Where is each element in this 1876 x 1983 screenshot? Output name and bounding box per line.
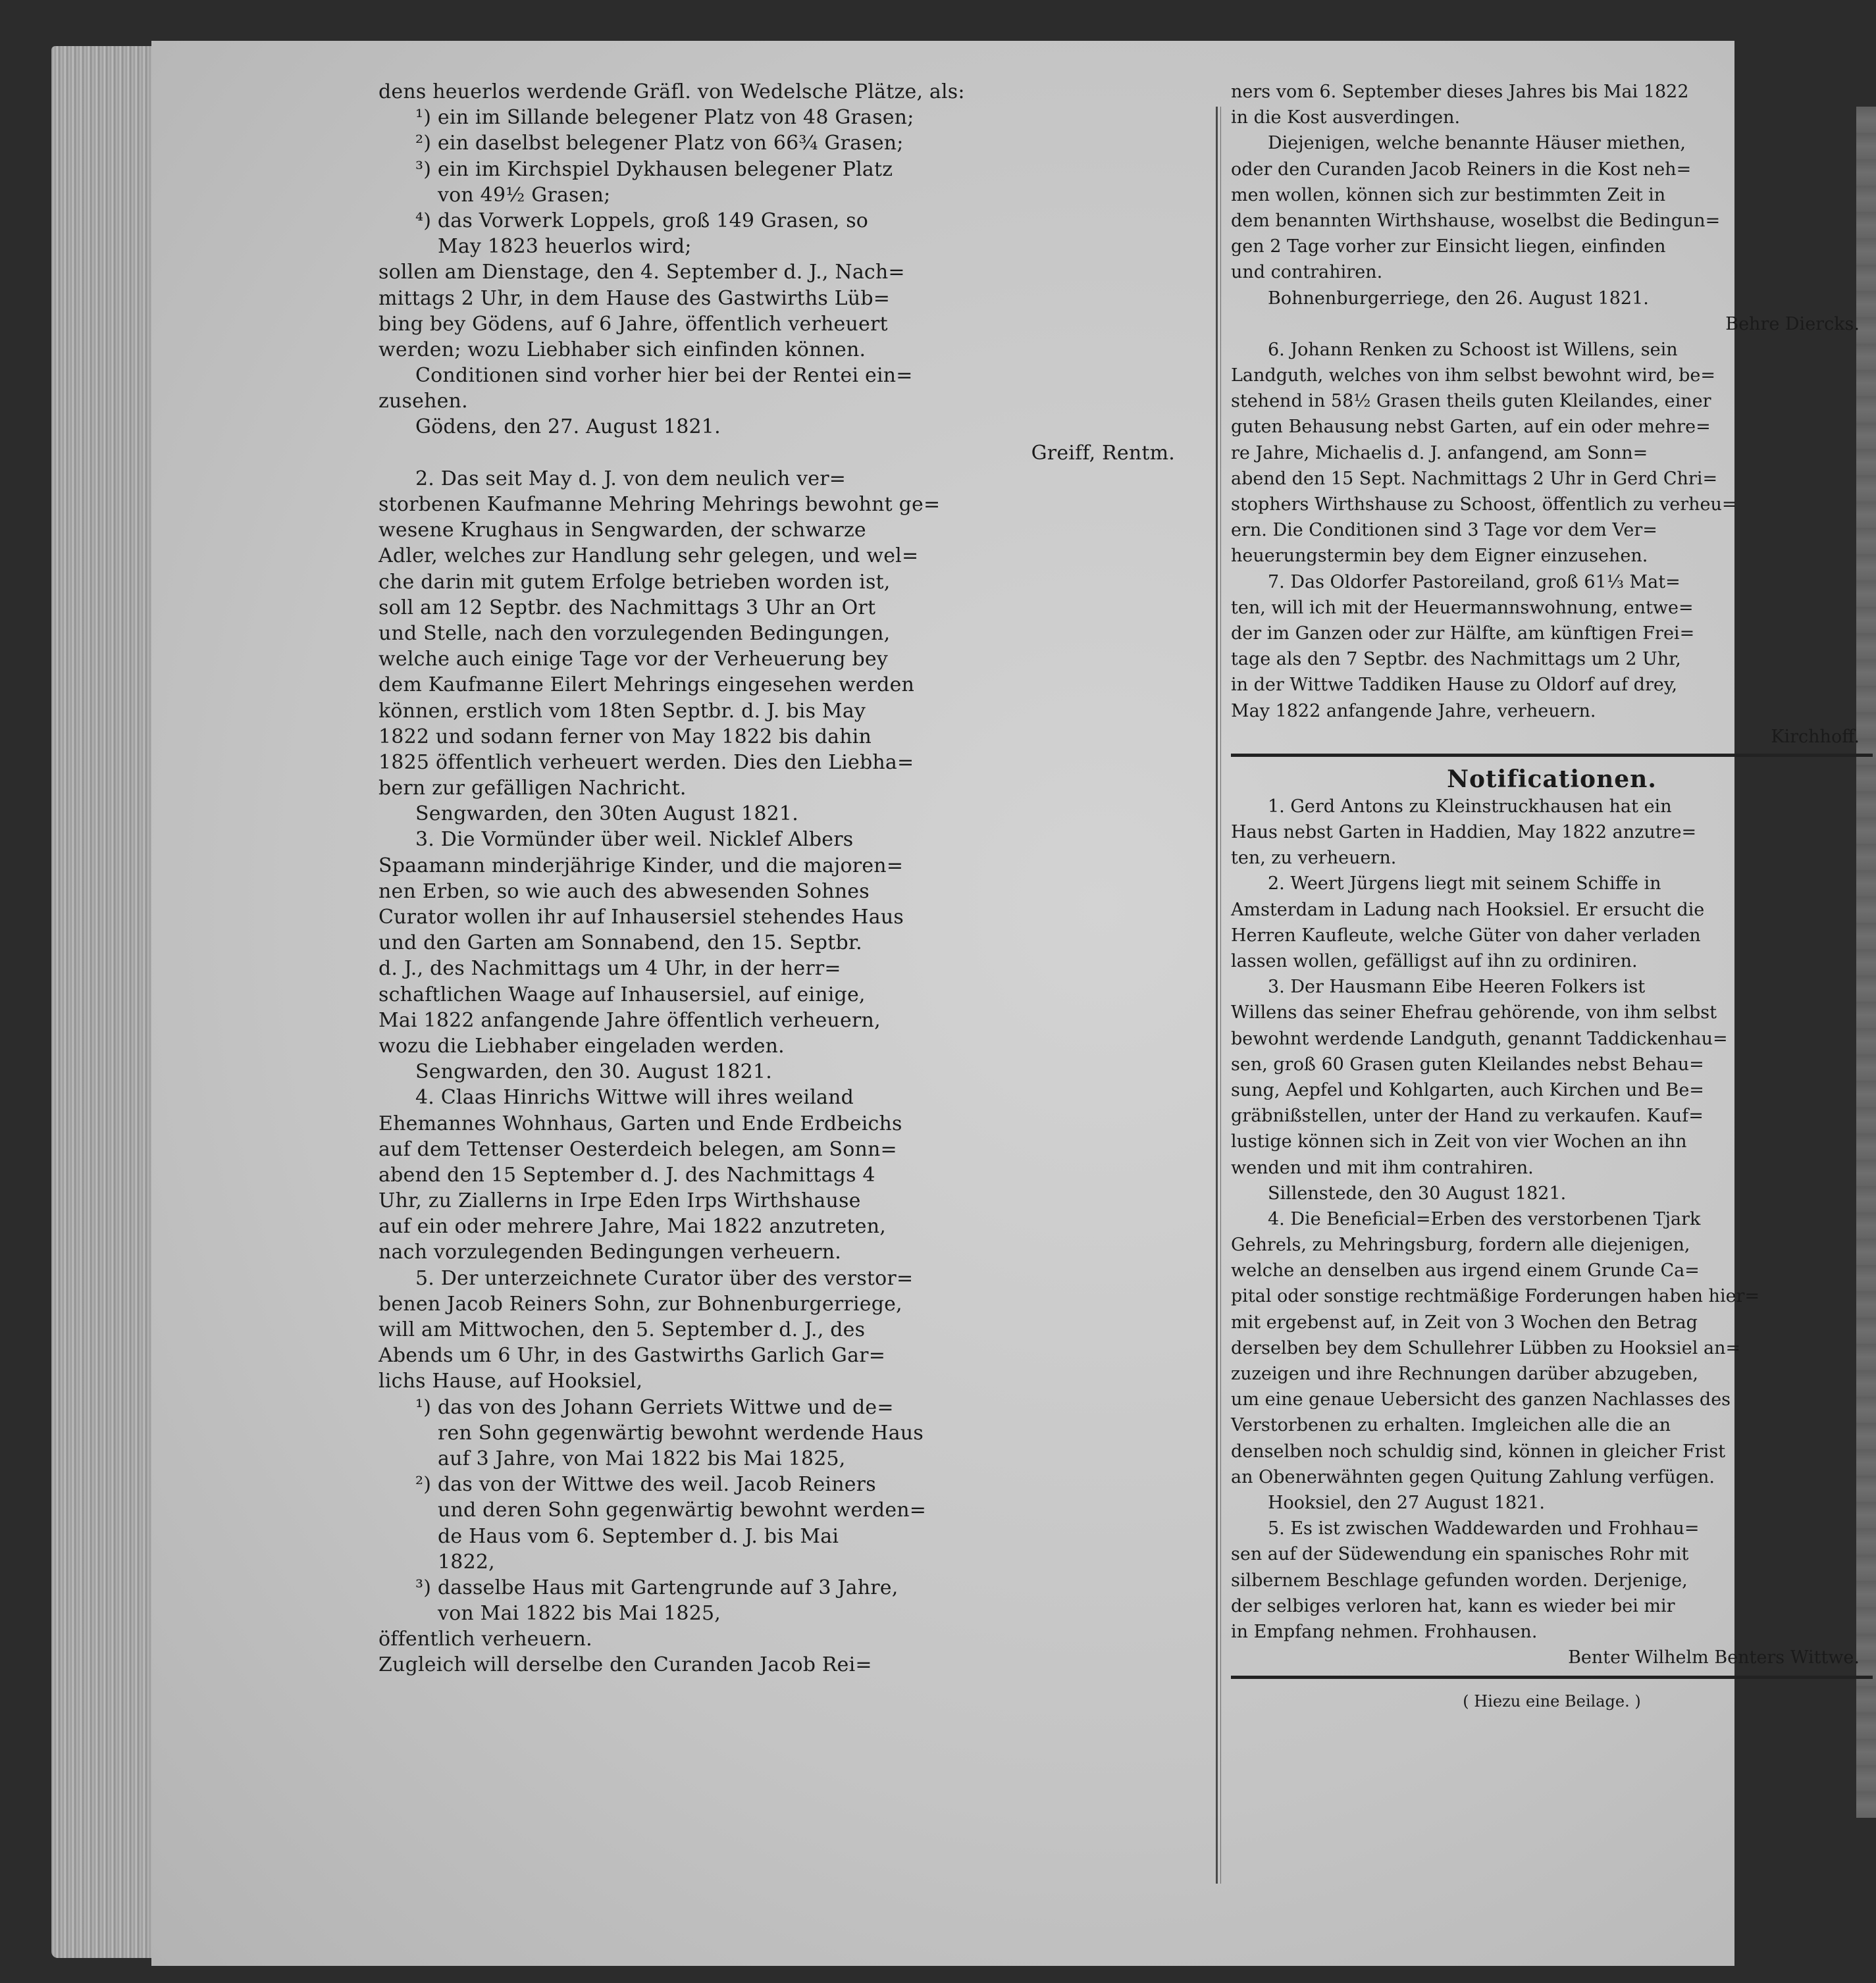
- text-line: lustige können sich in Zeit von vier Wochen an ihn: [1231, 1131, 1687, 1152]
- right-column-announcements: [1231, 79, 1873, 750]
- text-line: heuerungstermin bey dem Eigner einzusehen.: [1231, 546, 1648, 567]
- text-line: Ehemannes Wohnhaus, Garten und Ende Erdbeichs: [378, 1112, 902, 1135]
- text-line: an Obenerwähnten gegen Quitung Zahlung verfügen.: [1231, 1466, 1715, 1487]
- text-line: bewohnt werdende Landguth, genannt Taddickenhau=: [1231, 1028, 1728, 1049]
- text-line: 1. Gerd Antons zu Kleinstruckhausen hat ein: [1268, 796, 1672, 817]
- text-line: können, erstlich vom 18ten Septbr. d. J. bis May: [378, 699, 866, 723]
- text-line: welche auch einige Tage vor der Verheuerung bey: [378, 648, 889, 671]
- text-line: ⁴) das Vorwerk Loppels, groß 149 Grasen, so: [415, 209, 869, 232]
- text-line: nach vorzulegenden Bedingungen verheuern.: [378, 1241, 841, 1264]
- text-line: wesene Krughaus in Sengwarden, der schwarze: [378, 519, 866, 542]
- text-line: ¹) ein im Sillande belegener Platz von 48 Grasen;: [415, 106, 914, 130]
- text-line: auf dem Tettenser Oesterdeich belegen, am Sonn=: [378, 1137, 897, 1161]
- column-divider-thin: [1220, 107, 1221, 1884]
- text-line: sen auf der Südewendung ein spanisches Rohr mit: [1231, 1544, 1689, 1565]
- text-line: in Empfang nehmen. Frohhausen.: [1231, 1621, 1538, 1642]
- text-line: nen Erben, so wie auch des abwesenden Sohnes: [378, 879, 870, 903]
- text-line: guten Behausung nebst Garten, auf ein oder mehre=: [1231, 417, 1711, 438]
- text-line: silbernem Beschlage gefunden worden. Derjenige,: [1231, 1570, 1688, 1591]
- closing-rule: [1231, 1676, 1873, 1683]
- text-line: ¹) das von des Johann Gerriets Wittwe und de=: [415, 1395, 894, 1419]
- text-line: schaftlichen Waage auf Inhausersiel, auf einige,: [378, 983, 866, 1006]
- text-line: ners vom 6. September dieses Jahres bis Mai 1822: [1231, 82, 1689, 102]
- text-line: ten, will ich mit der Heuermannswohnung, entwe=: [1231, 597, 1694, 618]
- text-line: soll am 12 Septbr. des Nachmittags 3 Uhr an Ort: [378, 596, 876, 619]
- text-line: öffentlich verheuern.: [378, 1628, 592, 1651]
- text-line: mit ergebenst auf, in Zeit von 3 Wochen den Betrag: [1231, 1312, 1698, 1333]
- text-line: che darin mit gutem Erfolge betrieben worden ist,: [378, 570, 891, 594]
- text-line: und deren Sohn gegenwärtig bewohnt werden=: [438, 1499, 927, 1522]
- text-line: men wollen, können sich zur bestimmten Zeit in: [1231, 184, 1666, 205]
- text-line: Hooksiel, den 27 August 1821.: [1268, 1492, 1546, 1513]
- text-line: oder den Curanden Jacob Reiners in die Kost neh=: [1231, 159, 1692, 180]
- right-column: [1231, 79, 1873, 1714]
- text-line: 3. Der Hausmann Eibe Heeren Folkers ist: [1268, 977, 1646, 998]
- text-line: und contrahiren.: [1231, 262, 1383, 283]
- text-line: gen 2 Tage vorher zur Einsicht liegen, einfinden: [1231, 236, 1666, 257]
- text-line: Uhr, zu Ziallerns in Irpe Eden Irps Wirthshause: [378, 1189, 861, 1213]
- text-line: und Stelle, nach den vorzulegenden Bedingungen,: [378, 621, 891, 645]
- text-line: ern. Die Conditionen sind 3 Tage vor dem Ver=: [1231, 520, 1657, 541]
- text-line: will am Mittwochen, den 5. September d. J., des: [378, 1318, 866, 1341]
- text-line: Benter Wilhelm Benters Wittwe.: [1568, 1647, 1860, 1668]
- text-line: 5. Es ist zwischen Waddewarden und Frohhau=: [1268, 1518, 1700, 1539]
- text-line: 6. Johann Renken zu Schoost ist Willens, sein: [1268, 339, 1678, 360]
- text-line: von 49½ Grasen;: [438, 183, 611, 207]
- supplement-note: ( Hiezu eine Beilage. ): [1463, 1692, 1641, 1711]
- text-line: ³) ein im Kirchspiel Dykhausen belegener Platz: [415, 157, 893, 181]
- text-line: sung, Aepfel und Kohlgarten, auch Kirchen und Be=: [1231, 1079, 1704, 1100]
- text-line: tage als den 7 Septbr. des Nachmittags um 2 Uhr,: [1231, 649, 1681, 670]
- column-divider: [1216, 107, 1218, 1884]
- text-line: lassen wollen, gefälligst auf ihn zu ordiniren.: [1231, 951, 1638, 971]
- text-line: 1822 und sodann ferner von May 1822 bis dahin: [378, 725, 872, 748]
- text-line: Kirchhoff.: [1771, 726, 1860, 747]
- text-line: Gehrels, zu Mehringsburg, fordern alle diejenigen,: [1231, 1235, 1690, 1256]
- text-line: Spaamann minderjährige Kinder, und die majoren=: [378, 854, 904, 877]
- text-line: in der Wittwe Taddiken Hause zu Oldorf auf drey,: [1231, 675, 1678, 696]
- text-line: Greiff, Rentm.: [1031, 441, 1175, 465]
- text-line: 3. Die Vormünder über weil. Nicklef Albers: [415, 828, 854, 852]
- left-column: [378, 79, 1201, 1678]
- text-line: stophers Wirthshause zu Schoost, öffentlich zu verheu=: [1231, 494, 1737, 515]
- text-line: mittags 2 Uhr, in dem Hause des Gastwirths Lüb=: [378, 286, 891, 310]
- text-line: um eine genaue Uebersicht des ganzen Nachlasses des: [1231, 1389, 1731, 1410]
- text-line: May 1823 heuerlos wird;: [438, 235, 692, 259]
- text-line: 4. Claas Hinrichs Wittwe will ihres weiland: [415, 1086, 854, 1110]
- text-line: der im Ganzen oder zur Hälfte, am künftigen Frei=: [1231, 623, 1695, 644]
- text-line: in die Kost ausverdingen.: [1231, 107, 1461, 128]
- text-line: Sengwarden, den 30. August 1821.: [415, 1060, 772, 1084]
- text-line: der selbiges verloren hat, kann es wieder bei mir: [1231, 1595, 1675, 1616]
- text-line: zusehen.: [378, 390, 468, 413]
- text-line: wenden und mit ihm contrahiren.: [1231, 1157, 1534, 1178]
- text-line: sollen am Dienstage, den 4. September d. J., Nach=: [378, 261, 905, 284]
- text-line: 7. Das Oldorfer Pastoreiland, groß 61⅓ Mat=: [1268, 571, 1681, 592]
- text-line: Diejenigen, welche benannte Häuser miethen,: [1268, 133, 1686, 154]
- text-line: dens heuerlos werdende Gräfl. von Wedelsche Plätze, als:: [378, 80, 965, 103]
- text-line: wozu die Liebhaber eingeladen werden.: [378, 1034, 785, 1058]
- text-line: Sillenstede, den 30 August 1821.: [1268, 1183, 1567, 1204]
- right-column-notifications: [1231, 794, 1873, 1670]
- text-line: 2. Das seit May d. J. von dem neulich ver=: [415, 467, 847, 490]
- text-line: Curator wollen ihr auf Inhausersiel stehendes Haus: [378, 906, 904, 929]
- text-line: Herren Kaufleute, welche Güter von daher verladen: [1231, 925, 1701, 946]
- text-line: sen, groß 60 Grasen guten Kleilandes nebst Behau=: [1231, 1054, 1704, 1075]
- text-line: 5. Der unterzeichnete Curator über des verstor=: [415, 1266, 914, 1290]
- text-line: Abends um 6 Uhr, in des Gastwirths Garlich Gar=: [378, 1344, 886, 1368]
- text-line: zuzeigen und ihre Rechnungen darüber abzugeben,: [1231, 1364, 1698, 1384]
- text-line: Bohnenburgerriege, den 26. August 1821.: [1268, 288, 1649, 309]
- text-line: Mai 1822 anfangende Jahre öffentlich verheuern,: [378, 1008, 881, 1032]
- text-line: ren Sohn gegenwärtig bewohnt werdende Haus: [438, 1421, 924, 1445]
- text-line: werden; wozu Liebhaber sich einfinden können.: [378, 338, 866, 361]
- text-line: gräbnißstellen, unter der Hand zu verkaufen. Kauf=: [1231, 1106, 1704, 1127]
- text-line: Verstorbenen zu erhalten. Imgleichen alle die an: [1231, 1415, 1671, 1436]
- text-line: bern zur gefälligen Nachricht.: [378, 777, 687, 800]
- text-line: Behre Diercks.: [1725, 313, 1860, 334]
- text-line: lichs Hause, auf Hooksiel,: [378, 1370, 643, 1393]
- text-line: Conditionen sind vorher hier bei der Rentei ein=: [415, 364, 913, 388]
- text-line: 4. Die Beneficial=Erben des verstorbenen Tjark: [1268, 1208, 1701, 1229]
- text-line: dem Kaufmanne Eilert Mehrings eingesehen werden: [378, 673, 915, 697]
- text-line: re Jahre, Michaelis d. J. anfangend, am Sonn=: [1231, 442, 1648, 463]
- text-line: auf ein oder mehrere Jahre, Mai 1822 anzutreten,: [378, 1215, 886, 1239]
- text-line: 1822,: [438, 1550, 495, 1574]
- text-line: denselben noch schuldig sind, können in gleicher Frist: [1231, 1441, 1726, 1462]
- text-line: bing bey Gödens, auf 6 Jahre, öffentlich verheuert: [378, 312, 888, 336]
- text-line: derselben bey dem Schullehrer Lübben zu Hooksiel an=: [1231, 1337, 1741, 1358]
- text-line: ²) das von der Wittwe des weil. Jacob Reiners: [415, 1473, 876, 1497]
- text-line: d. J., des Nachmittags um 4 Uhr, in der herr=: [378, 957, 841, 981]
- text-line: Gödens, den 27. August 1821.: [415, 415, 721, 439]
- section-rule: [1231, 754, 1873, 765]
- text-line: abend den 15 September d. J. des Nachmittags 4: [378, 1163, 875, 1187]
- text-line: ³) dasselbe Haus mit Gartengrunde auf 3 Jahre,: [415, 1576, 899, 1599]
- text-line: storbenen Kaufmanne Mehring Mehrings bewohnt ge=: [378, 493, 941, 516]
- text-line: welche an denselben aus irgend einem Grunde Ca=: [1231, 1260, 1700, 1281]
- newspaper-page: [151, 41, 1860, 1966]
- text-line: und den Garten am Sonnabend, den 15. Septbr.: [378, 931, 862, 955]
- text-line: Amsterdam in Ladung nach Hooksiel. Er ersucht die: [1231, 899, 1705, 920]
- text-line: Willens das seiner Ehefrau gehörende, von ihm selbst: [1231, 1002, 1717, 1023]
- text-line: Landguth, welches von ihm selbst bewohnt wird, be=: [1231, 365, 1715, 386]
- notifications-heading: Notificationen.: [1447, 765, 1657, 793]
- text-line: abend den 15 Sept. Nachmittags 2 Uhr in Gerd Chri=: [1231, 468, 1718, 489]
- text-line: auf 3 Jahre, von Mai 1822 bis Mai 1825,: [438, 1447, 846, 1470]
- text-line: Zugleich will derselbe den Curanden Jacob Rei=: [378, 1653, 872, 1677]
- text-line: May 1822 anfangende Jahre, verheuern.: [1231, 700, 1596, 721]
- text-line: Sengwarden, den 30ten August 1821.: [415, 802, 798, 826]
- text-line: benen Jacob Reiners Sohn, zur Bohnenburgerriege,: [378, 1292, 902, 1316]
- text-line: 2. Weert Jürgens liegt mit seinem Schiffe in: [1268, 873, 1661, 894]
- text-line: Adler, welches zur Handlung sehr gelegen, und wel=: [378, 544, 919, 568]
- text-line: stehend in 58½ Grasen theils guten Kleilandes, einer: [1231, 391, 1711, 412]
- text-line: pital oder sonstige rechtmäßige Forderungen haben hier=: [1231, 1286, 1760, 1307]
- text-line: ²) ein daselbst belegener Platz von 66¾ Grasen;: [415, 132, 904, 155]
- text-line: 1825 öffentlich verheuert werden. Dies den Liebha=: [378, 750, 914, 774]
- text-line: ten, zu verheuern.: [1231, 848, 1397, 869]
- text-line: dem benannten Wirthshause, woselbst die Bedingun=: [1231, 210, 1721, 231]
- text-line: von Mai 1822 bis Mai 1825,: [438, 1602, 721, 1626]
- text-line: de Haus vom 6. September d. J. bis Mai: [438, 1524, 839, 1548]
- text-line: Haus nebst Garten in Haddien, May 1822 anzutre=: [1231, 822, 1697, 843]
